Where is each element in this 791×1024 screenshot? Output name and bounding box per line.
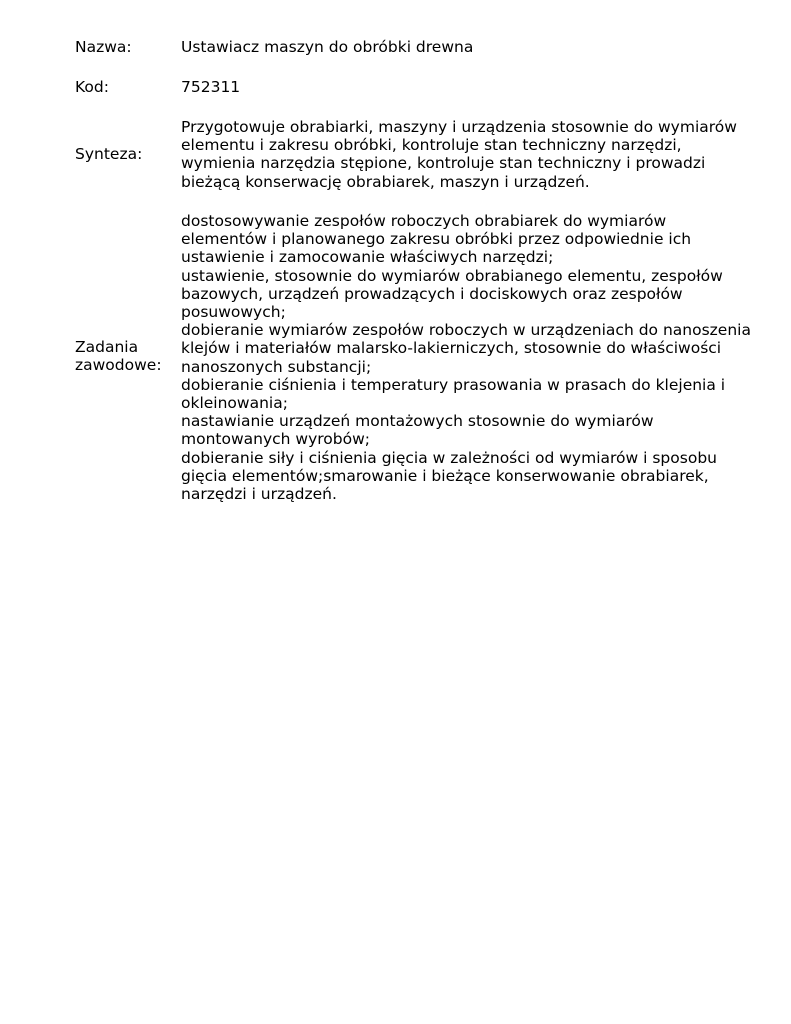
zadania-line: gięcia elementów;smarowanie i bieżące konserwowanie obrabiarek, (181, 466, 709, 485)
zadania-line: montowanych wyrobów; (181, 430, 370, 449)
zadania-line: nanoszonych substancji; (181, 357, 372, 376)
synteza-label: Synteza: (75, 145, 143, 163)
zadania-text (181, 212, 761, 503)
synteza-line: elementu i zakresu obróbki, kontroluje stan techniczny narzędzi, (181, 136, 682, 155)
synteza-line: bieżącą konserwację obrabiarek, maszyn i urządzeń. (181, 172, 590, 191)
zadania-label-line: zawodowe: (75, 356, 162, 375)
zadania-line: dobieranie siły i ciśnienia gięcia w zależności od wymiarów i sposobu (181, 448, 717, 467)
zadania-line: ustawienie i zamocowanie właściwych narzędzi; (181, 248, 554, 267)
synteza-line: wymienia narzędzia stępione, kontroluje stan techniczny i prowadzi (181, 154, 706, 173)
zadania-line: ustawienie, stosownie do wymiarów obrabianego elementu, zespołów (181, 266, 723, 285)
zadania-label (75, 338, 175, 374)
nazwa-label: Nazwa: (75, 38, 132, 56)
zadania-line: dostosowywanie zespołów roboczych obrabiarek do wymiarów (181, 212, 667, 230)
kod-value: 752311 (181, 78, 241, 96)
zadania-line: elementów i planowanego zakresu obróbki przez odpowiednie ich (181, 230, 692, 249)
synteza-line: Przygotowuje obrabiarki, maszyny i urządzenia stosownie do wymiarów (181, 118, 737, 136)
zadania-line: okleinowania; (181, 394, 288, 413)
zadania-line: klejów i materiałów malarsko-lakierniczych, stosownie do właściwości (181, 339, 722, 358)
nazwa-value: Ustawiacz maszyn do obróbki drewna (181, 38, 474, 56)
zadania-line: nastawianie urządzeń montażowych stosownie do wymiarów (181, 412, 654, 431)
synteza-text (181, 118, 761, 191)
zadania-label-line: Zadania (75, 338, 139, 356)
kod-label: Kod: (75, 78, 109, 96)
zadania-line: dobieranie wymiarów zespołów roboczych w urządzeniach do nanoszenia (181, 321, 751, 340)
zadania-line: dobieranie ciśnienia i temperatury prasowania w prasach do klejenia i (181, 375, 726, 394)
zadania-line: posuwowych; (181, 303, 286, 322)
zadania-line: bazowych, urządzeń prowadzących i dociskowych oraz zespołów (181, 284, 683, 303)
zadania-line: narzędzi i urządzeń. (181, 485, 337, 504)
